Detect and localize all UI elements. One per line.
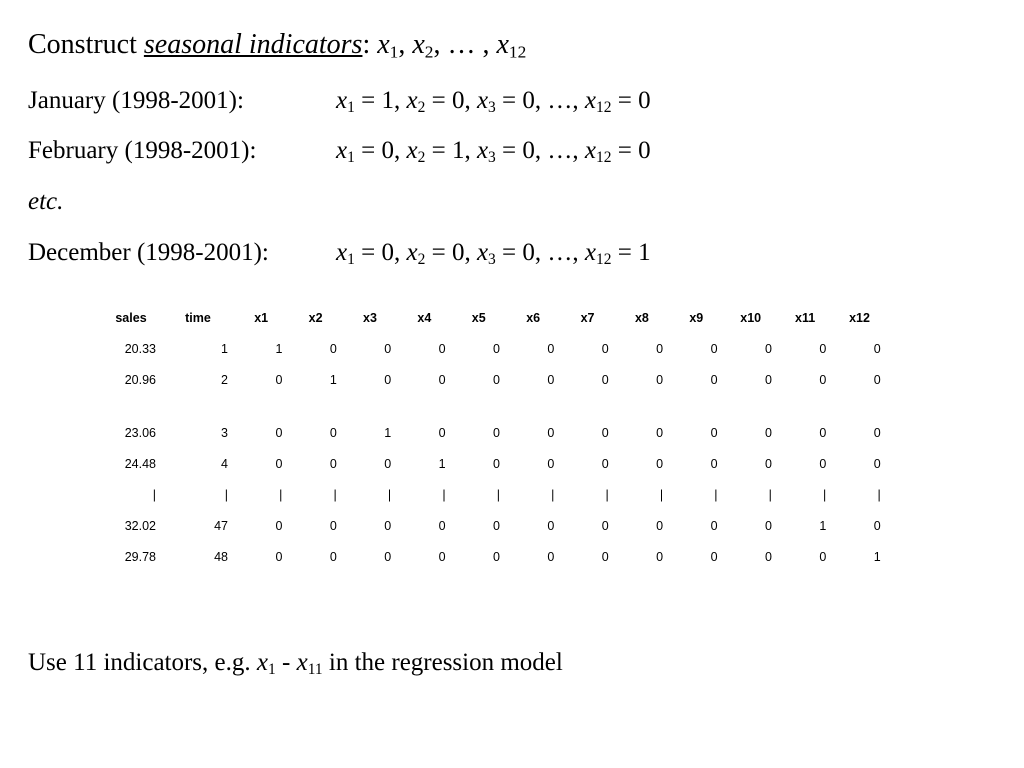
table-cell: 0 (873, 518, 881, 533)
month-label: February (1998-2001): (28, 137, 257, 164)
table-cell: 0 (710, 372, 718, 387)
table-row (100, 510, 887, 541)
header-x1: x1 (254, 310, 269, 325)
table-cell: 20.33 (124, 341, 156, 356)
table-cell: 0 (710, 518, 718, 533)
table-cell: 0 (275, 549, 283, 564)
table-row (100, 395, 887, 448)
header-x2: x2 (308, 310, 323, 325)
table-cell: 0 (764, 341, 772, 356)
table-cell: 0 (710, 341, 718, 356)
table-cell: 47 (214, 518, 228, 533)
table-cell: 0 (710, 456, 718, 471)
table-cell: 0 (493, 341, 500, 356)
title-prefix: Construct (28, 29, 144, 60)
month-label: December (1998-2001): (28, 239, 269, 266)
table-cell: | (224, 487, 228, 502)
month-values: $x_1 = 1$, $x_2 = 0$, $x_3 = 0$, …, $x_{12} = 0$ (336, 87, 651, 116)
table-cell: 0 (493, 456, 500, 471)
table-cell: 0 (710, 425, 718, 440)
table-cell: 0 (656, 456, 664, 471)
table-cell: 0 (493, 549, 500, 564)
table-cell: 0 (493, 372, 500, 387)
table-cell: 0 (438, 549, 446, 564)
table-cell: 0 (710, 549, 718, 564)
table-row (100, 333, 887, 364)
header-x6: x6 (526, 310, 541, 325)
header-time: time (185, 310, 211, 325)
table-cell: 0 (601, 518, 609, 533)
table-cell: 0 (601, 456, 609, 471)
table-cell: | (659, 487, 664, 502)
table-cell: | (333, 487, 337, 502)
table-cell: 2 (221, 372, 228, 387)
table-cell: 4 (221, 456, 228, 471)
table-cell: 0 (329, 549, 337, 564)
table-cell: | (823, 487, 827, 502)
table-cell: 0 (547, 425, 555, 440)
table-cell: 0 (384, 549, 392, 564)
footer-note: Use 11 indicators, e.g. $x_1 - x_{11}$ in the regression model (28, 649, 563, 678)
table-cell: 0 (819, 549, 827, 564)
table-row (100, 364, 887, 395)
table-cell: 3 (221, 425, 228, 440)
title-suffix: : (362, 29, 378, 60)
table-cell: 0 (656, 549, 664, 564)
table-cell: 0 (275, 372, 283, 387)
table-cell: 0 (547, 549, 555, 564)
header-x9: x9 (689, 310, 704, 325)
table-cell: 0 (656, 425, 664, 440)
table-cell: 0 (764, 518, 772, 533)
table-cell: | (279, 487, 283, 502)
table-cell: 0 (438, 372, 446, 387)
table-cell: | (877, 487, 881, 502)
table-cell: 0 (384, 456, 392, 471)
month-values: $x_1 = 0$, $x_2 = 1$, $x_3 = 0$, …, $x_{12} = 0$ (336, 137, 651, 166)
var-x: x (496, 29, 509, 60)
table-cell: 0 (438, 341, 446, 356)
table-cell: 1 (329, 372, 337, 387)
table-cell: 0 (329, 456, 337, 471)
var-x: x (377, 29, 390, 60)
sub: 1 (389, 42, 399, 62)
table-cell: 0 (329, 425, 337, 440)
table-cell: 0 (601, 341, 609, 356)
table-cell: | (496, 487, 500, 502)
header-x8: x8 (634, 310, 649, 325)
header-x11: x11 (795, 310, 816, 325)
table-cell: 0 (819, 456, 827, 471)
table-cell: 0 (819, 341, 827, 356)
table-cell: 0 (329, 518, 337, 533)
table-row (100, 479, 887, 510)
month-line-february (28, 136, 651, 166)
table-cell: 1 (819, 518, 827, 533)
table-cell: 0 (873, 425, 881, 440)
table-cell: 0 (656, 518, 664, 533)
table-cell: 29.78 (124, 549, 156, 564)
table-cell: | (605, 487, 609, 502)
month-line-january (28, 86, 651, 116)
table-cell: 0 (384, 518, 392, 533)
table-cell: 0 (656, 372, 664, 387)
table-cell: 0 (873, 341, 881, 356)
table-cell: 0 (493, 425, 500, 440)
sep: , (398, 29, 413, 60)
table-row (100, 541, 887, 572)
table-row (100, 448, 887, 479)
table-cell: 23.06 (124, 425, 156, 440)
table-cell: 24.48 (124, 456, 156, 471)
table-cell: | (714, 487, 718, 502)
header-x3: x3 (363, 310, 377, 325)
table-cell: | (442, 487, 446, 502)
table-cell: 0 (656, 341, 664, 356)
indicator-table (100, 302, 887, 572)
slide-title (28, 28, 526, 62)
table-cell: 0 (438, 518, 446, 533)
table-cell: 0 (275, 456, 283, 471)
table-cell: 0 (819, 425, 827, 440)
table-cell: 48 (214, 549, 228, 564)
table-cell: 0 (384, 372, 392, 387)
table-cell: 0 (764, 456, 772, 471)
table-cell: 0 (384, 341, 392, 356)
title-emphasis: seasonal indicators (143, 29, 363, 60)
table-cell: 0 (819, 372, 827, 387)
table-cell: 0 (547, 518, 555, 533)
table-cell: 0 (873, 372, 881, 387)
month-label: January (1998-2001): (28, 87, 244, 114)
table-cell: 0 (275, 518, 283, 533)
table-cell: | (152, 487, 156, 502)
table-cell: 0 (764, 425, 772, 440)
table-cell: | (768, 487, 772, 502)
table-cell: 0 (601, 425, 609, 440)
table-header-row (100, 302, 887, 333)
table-cell: 1 (221, 341, 228, 356)
table-cell: 0 (601, 549, 609, 564)
ellipsis: , … , (433, 29, 497, 60)
table-cell: 0 (547, 372, 555, 387)
sub: 2 (424, 42, 434, 62)
table-cell: 1 (438, 456, 446, 471)
month-values: $x_1 = 0$, $x_2 = 0$, $x_3 = 0$, …, $x_{12} = 1$ (336, 239, 651, 268)
header-x12: x12 (849, 310, 870, 325)
table-cell: 0 (547, 456, 555, 471)
table-cell: 0 (547, 341, 555, 356)
header-x7: x7 (580, 310, 595, 325)
table-cell: 0 (601, 372, 609, 387)
table-cell: 1 (275, 341, 283, 356)
header-sales: sales (115, 310, 147, 325)
month-line-december (28, 238, 651, 268)
table-cell: 0 (275, 425, 283, 440)
sub: 12 (508, 42, 527, 62)
table-cell: 20.96 (124, 372, 156, 387)
table-cell: 0 (764, 549, 772, 564)
etc-line (28, 187, 63, 217)
var-x: x (412, 29, 425, 60)
header-x5: x5 (471, 310, 486, 325)
table-cell: 1 (384, 425, 392, 440)
table-cell: 0 (493, 518, 500, 533)
header-x4: x4 (417, 310, 432, 325)
table-cell: 0 (438, 425, 446, 440)
etc-text: etc. (28, 188, 64, 215)
table-cell: 0 (873, 456, 881, 471)
table-cell: 32.02 (124, 518, 156, 533)
table-cell: | (387, 487, 392, 502)
table-cell: 0 (764, 372, 772, 387)
table-cell: 1 (873, 549, 881, 564)
table-cell: | (551, 487, 555, 502)
header-x10: x10 (740, 310, 762, 325)
table-cell: 0 (329, 341, 337, 356)
